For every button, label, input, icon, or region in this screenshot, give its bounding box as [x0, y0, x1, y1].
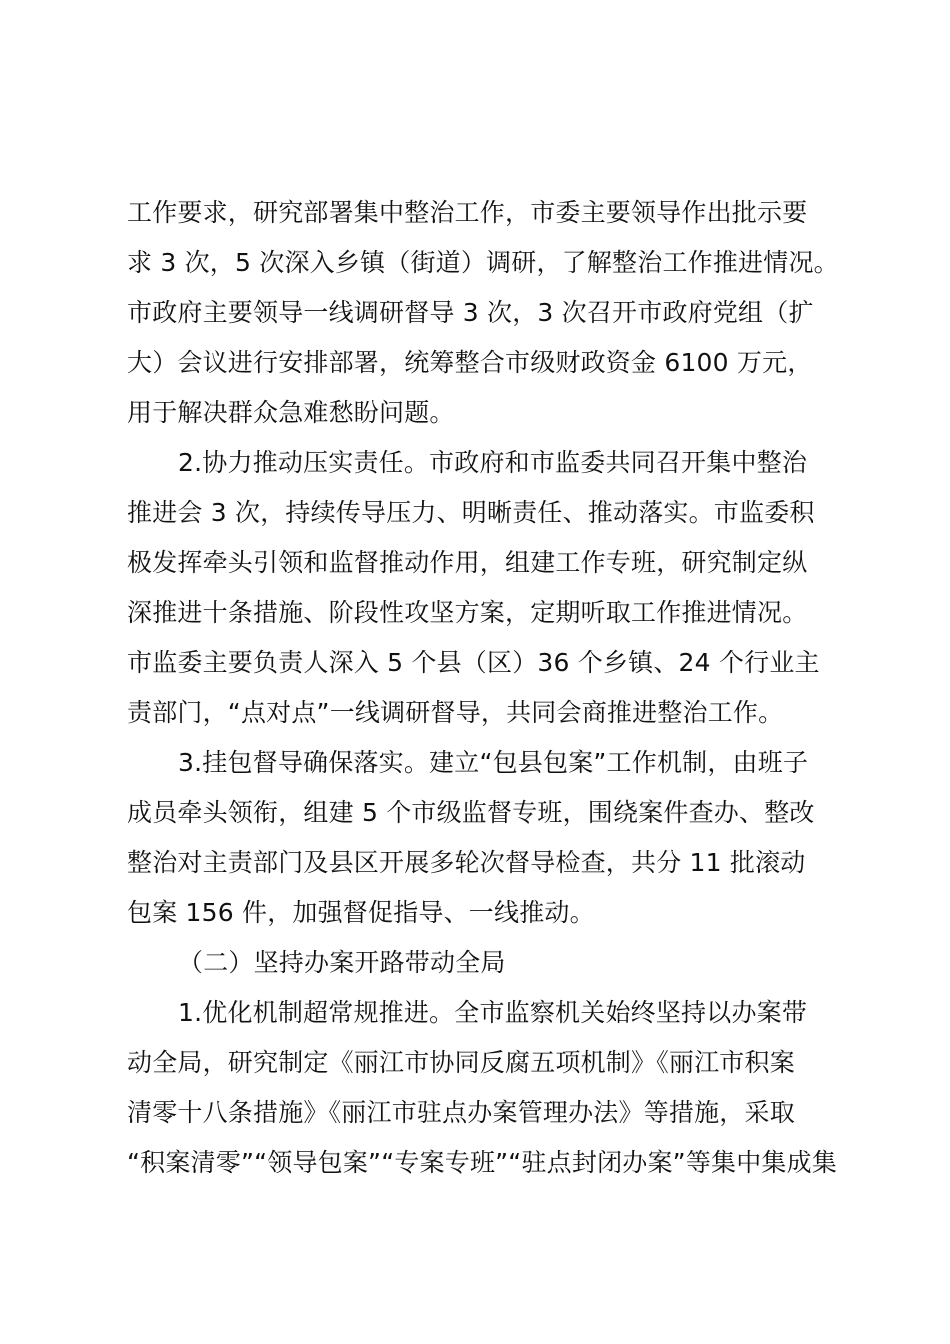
text-line: 大）会议进行安排部署，统筹整合市级财政资金 6100 万元， [127, 348, 813, 377]
text-line: 整治对主责部门及县区开展多轮次督导检查，共分 11 批滚动 [127, 848, 806, 877]
text-line: 动全局，研究制定《丽江市协同反腐五项机制》《丽江市积案 [127, 1048, 795, 1077]
text-line: 清零十八条措施》《丽江市驻点办案管理办法》等措施，采取 [127, 1098, 795, 1127]
text-line: 成员牵头领衔，组建 5 个市级监督专班，围绕案件查办、整改 [127, 798, 815, 827]
text-line: 市监委主要负责人深入 5 个县（区）36 个乡镇、24 个行业主 [127, 648, 820, 677]
text-line: 深推进十条措施、阶段性攻坚方案，定期听取工作推进情况。 [127, 598, 808, 627]
text-line: 推进会 3 次，持续传导压力、明晰责任、推动落实。市监委积 [127, 498, 815, 527]
text-line: 工作要求，研究部署集中整治工作，市委主要领导作出批示要 [127, 198, 808, 227]
text-line: 责部门，“点对点”一线调研督导，共同会商推进整治工作。 [127, 698, 784, 727]
paragraph-start-line: 3.挂包督导确保落实。建立“包县包案”工作机制，由班子 [178, 748, 809, 777]
text-line: 市政府主要领导一线调研督导 3 次，3 次召开市政府党组（扩 [127, 298, 814, 327]
text-line: “积案清零”“领导包案”“专案专班”“驻点封闭办案”等集中集成集 [127, 1148, 838, 1177]
text-line: 包案 156 件，加强督促指导、一线推动。 [127, 898, 595, 927]
text-line: 极发挥牵头引领和监督推动作用，组建工作专班，研究制定纵 [127, 548, 808, 577]
paragraph-start-line: 1.优化机制超常规推进。全市监察机关始终坚持以办案带 [178, 998, 808, 1027]
text-line: 用于解决群众急难愁盼问题。 [127, 398, 455, 427]
section-heading: （二）坚持办案开路带动全局 [178, 948, 506, 977]
text-line: 求 3 次，5 次深入乡镇（街道）调研，了解整治工作推进情况。 [127, 248, 839, 277]
paragraph-start-line: 2.协力推动压实责任。市政府和市监委共同召开集中整治 [178, 448, 808, 477]
